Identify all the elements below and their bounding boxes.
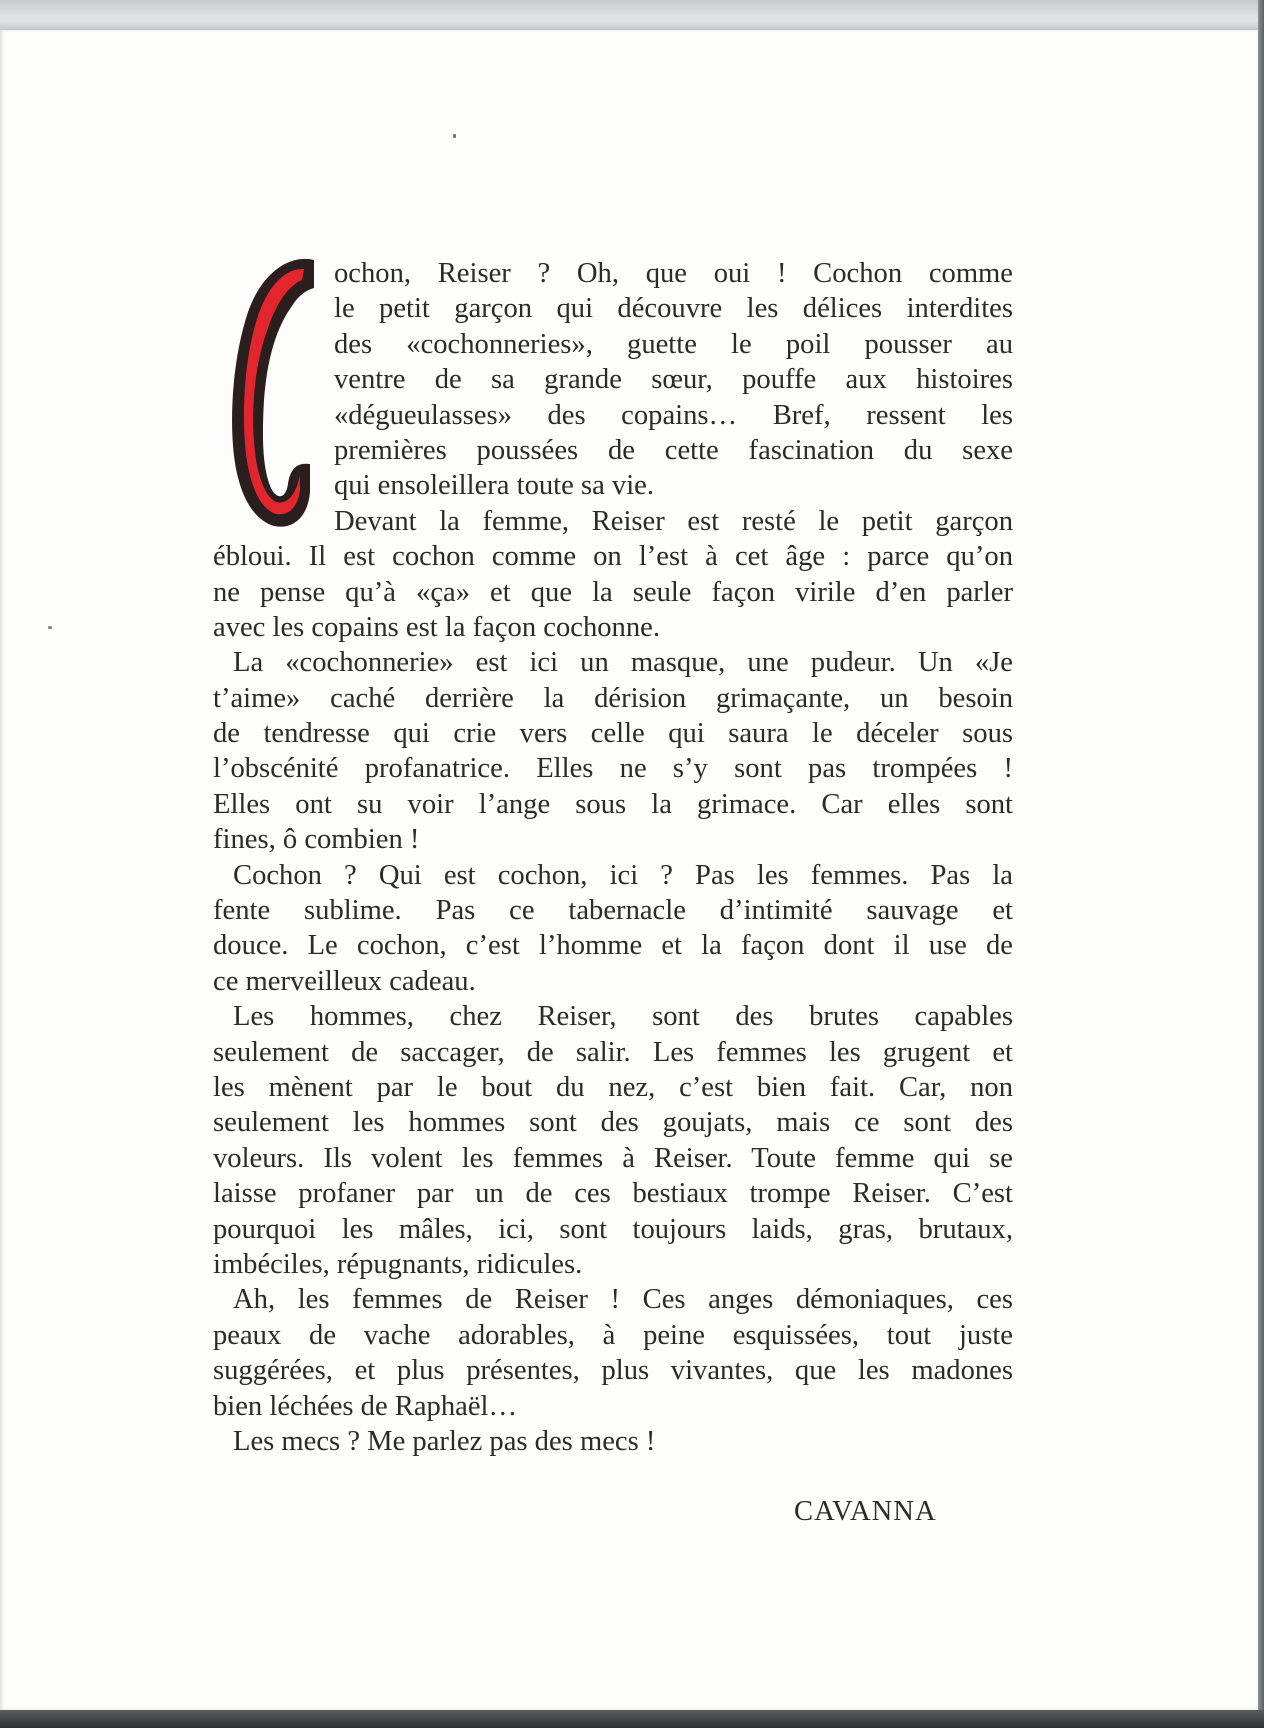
scan-top-edge <box>0 0 1264 34</box>
paragraph-line: «dégueulasses» des copains… Bref, ressent les <box>334 399 1013 431</box>
paragraph-first-line: Devant la femme, Reiser est resté le petit garçon <box>334 505 1013 537</box>
paragraph-line: des «cochonneries», guette le poil pousser au <box>334 328 1013 360</box>
scan-bottom-edge <box>0 1710 1264 1728</box>
essay-text <box>213 256 1013 1459</box>
paragraph-line: t’aime» caché derrière la dérision grimaçante, un besoin <box>213 682 1013 714</box>
paragraph-line: seulement les hommes sont des goujats, mais ce sont des <box>213 1107 1013 1139</box>
paragraph-line: bien léchées de Raphaël… <box>213 1390 518 1422</box>
scan-right-edge <box>1258 0 1264 1728</box>
paragraph-line: peaux de vache adorables, à peine esquissées, tout juste <box>213 1319 1013 1351</box>
paragraph-line: les mènent par le bout du nez, c’est bien fait. Car, non <box>213 1071 1013 1103</box>
paragraph-line: douce. Le cochon, c’est l’homme et la façon dont il use de <box>213 930 1013 962</box>
author-signature: CAVANNA <box>794 1496 937 1527</box>
paragraph-line: pourquoi les mâles, ici, sont toujours laids, gras, brutaux, <box>213 1213 1013 1245</box>
paragraph-first-line: ochon, Reiser ? Oh, que oui ! Cochon comme <box>334 258 1013 289</box>
paragraph-line: suggérées, et plus présentes, plus vivantes, que les madones <box>213 1355 1013 1387</box>
paragraph-first-line: Cochon ? Qui est cochon, ici ? Pas les femmes. Pas la <box>233 859 1013 891</box>
paragraph-line: fines, ô combien ! <box>213 824 420 856</box>
paragraph-first-line: Ah, les femmes de Reiser ! Ces anges démoniaques, ces <box>233 1284 1013 1316</box>
paragraph-line: l’obscénité profanatrice. Elles ne s’y sont pas trompées ! <box>213 753 1013 785</box>
paragraph-first-line: Les mecs ? Me parlez pas des mecs ! <box>233 1425 656 1457</box>
paragraph-line: ce merveilleux cadeau. <box>213 965 476 997</box>
paragraph-line: avec les copains est la façon cochonne. <box>213 611 660 643</box>
paragraph-line: qui ensoleillera toute sa vie. <box>334 470 654 502</box>
paragraph-line: ébloui. Il est cochon comme on l’est à cet âge : parce qu’on <box>213 541 1013 573</box>
paragraph-line: le petit garçon qui découvre les délices interdites <box>334 293 1013 325</box>
paragraph-line: premières poussées de cette fascination du sexe <box>334 434 1013 466</box>
dust-speck <box>48 626 52 629</box>
paragraph-line: de tendresse qui crie vers celle qui saura le déceler sous <box>213 718 1013 750</box>
paragraph-line: fente sublime. Pas ce tabernacle d’intimité sauvage et <box>213 895 1013 927</box>
paragraph-line: Elles ont su voir l’ange sous la grimace. Car elles sont <box>213 788 1013 820</box>
paragraph-line: imbéciles, répugnants, ridicules. <box>213 1248 583 1280</box>
dust-speck <box>453 134 456 138</box>
paragraph-first-line: La «cochonnerie» est ici un masque, une pudeur. Un «Je <box>233 647 1013 679</box>
paragraph-line: seulement de saccager, de salir. Les femmes les grugent et <box>213 1036 1013 1068</box>
paragraph-line: ventre de sa grande sœur, pouffe aux histoires <box>334 364 1013 396</box>
paragraph-first-line: Les hommes, chez Reiser, sont des brutes capables <box>233 1001 1013 1033</box>
paragraph-line: ne pense qu’à «ça» et que la seule façon virile d’en parler <box>213 576 1013 608</box>
paragraph-line: voleurs. Ils volent les femmes à Reiser. Toute femme qui se <box>213 1142 1013 1174</box>
paragraph-line: laisse profaner par un de ces bestiaux trompe Reiser. C’est <box>213 1178 1013 1210</box>
